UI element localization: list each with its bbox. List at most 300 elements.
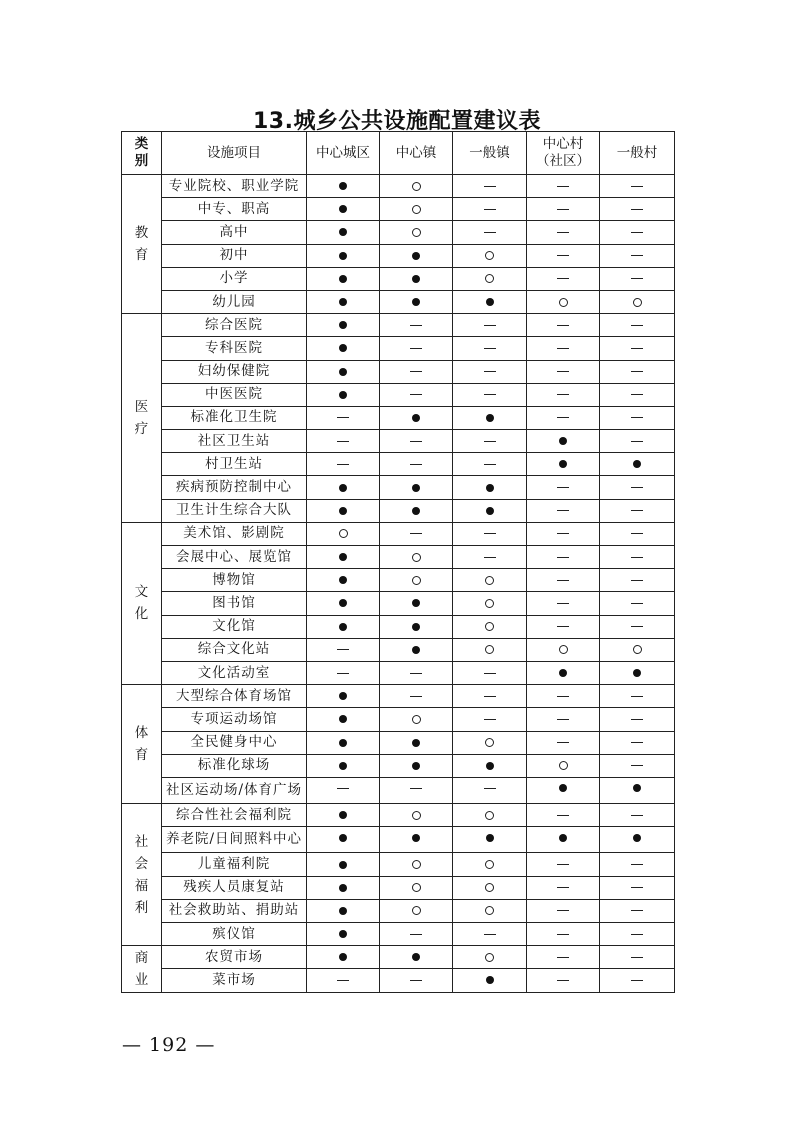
config-cell: [380, 337, 453, 360]
category-cell: [122, 946, 162, 992]
facility-item: 残疾人员康复站: [162, 876, 307, 899]
config-cell: [600, 946, 675, 969]
dash-icon: [631, 255, 643, 256]
hollow-circle-icon: [633, 298, 642, 307]
facility-item: 社会救助站、捐助站: [162, 899, 307, 922]
config-cell: [600, 754, 675, 777]
filled-circle-icon: [412, 414, 420, 422]
filled-circle-icon: [486, 298, 494, 306]
dash-icon: [557, 742, 569, 743]
config-cell: [527, 592, 600, 615]
filled-circle-icon: [339, 907, 347, 915]
filled-circle-icon: [412, 762, 420, 770]
config-cell: [453, 175, 527, 198]
config-cell: [453, 827, 527, 853]
table-row: [122, 969, 675, 992]
config-cell: [600, 198, 675, 221]
config-cell: [453, 383, 527, 406]
hollow-circle-icon: [412, 205, 421, 214]
config-cell: [307, 638, 380, 661]
config-cell: [453, 522, 527, 545]
config-cell: [307, 430, 380, 453]
filled-circle-icon: [339, 298, 347, 306]
config-cell: [307, 175, 380, 198]
hollow-circle-icon: [412, 182, 421, 191]
facility-item: 中专、职高: [162, 198, 307, 221]
config-cell: [453, 899, 527, 922]
table-row: [122, 267, 675, 290]
filled-circle-icon: [339, 182, 347, 190]
dash-icon: [410, 394, 422, 395]
page-number: — 192 —: [122, 1034, 216, 1056]
dash-icon: [557, 255, 569, 256]
config-cell: [600, 522, 675, 545]
config-cell: [453, 876, 527, 899]
hollow-circle-icon: [412, 883, 421, 892]
dash-icon: [631, 394, 643, 395]
dash-icon: [337, 788, 349, 789]
filled-circle-icon: [559, 834, 567, 842]
config-cell: [307, 290, 380, 313]
filled-circle-icon: [486, 507, 494, 515]
header-item: 设施项目: [162, 132, 307, 175]
config-cell: [453, 661, 527, 684]
filled-circle-icon: [339, 692, 347, 700]
config-cell: [307, 569, 380, 592]
facility-item: 专科医院: [162, 337, 307, 360]
category-cell: [122, 804, 162, 946]
header-category: [122, 132, 162, 175]
config-cell: [600, 708, 675, 731]
config-cell: [527, 969, 600, 992]
config-cell: [380, 383, 453, 406]
hollow-circle-icon: [485, 906, 494, 915]
table-row: [122, 661, 675, 684]
hollow-circle-icon: [485, 622, 494, 631]
config-cell: [307, 731, 380, 754]
config-cell: [600, 290, 675, 313]
filled-circle-icon: [339, 391, 347, 399]
dash-icon: [484, 209, 496, 210]
config-cell: [527, 175, 600, 198]
dash-icon: [631, 232, 643, 233]
config-cell: [453, 685, 527, 708]
dash-icon: [631, 371, 643, 372]
config-cell: [527, 360, 600, 383]
facility-item: 小学: [162, 267, 307, 290]
config-cell: [307, 804, 380, 827]
config-cell: [527, 198, 600, 221]
config-cell: [527, 290, 600, 313]
config-cell: [307, 969, 380, 992]
config-cell: [527, 615, 600, 638]
dash-icon: [337, 464, 349, 465]
facility-item: 初中: [162, 244, 307, 267]
dash-icon: [484, 788, 496, 789]
config-cell: [307, 876, 380, 899]
config-cell: [600, 221, 675, 244]
header-col-central-village: [527, 132, 600, 175]
facility-item: 农贸市场: [162, 946, 307, 969]
category-cell: [122, 175, 162, 314]
hollow-circle-icon: [339, 529, 348, 538]
filled-circle-icon: [412, 252, 420, 260]
filled-circle-icon: [339, 884, 347, 892]
config-cell: [380, 708, 453, 731]
page-title: 13.城乡公共设施配置建议表: [253, 109, 541, 134]
dash-icon: [557, 815, 569, 816]
dash-icon: [631, 557, 643, 558]
config-cell: [527, 267, 600, 290]
filled-circle-icon: [339, 553, 347, 561]
config-cell: [453, 969, 527, 992]
config-cell: [307, 453, 380, 476]
config-cell: [600, 615, 675, 638]
filled-circle-icon: [559, 669, 567, 677]
config-cell: [600, 383, 675, 406]
config-cell: [453, 946, 527, 969]
config-cell: [527, 708, 600, 731]
hollow-circle-icon: [412, 228, 421, 237]
dash-icon: [410, 325, 422, 326]
category-label: 商业: [134, 949, 149, 988]
facility-item: 社区运动场/体育广场: [162, 777, 307, 803]
table-row: [122, 546, 675, 569]
config-cell: [380, 406, 453, 429]
filled-circle-icon: [412, 484, 420, 492]
config-cell: [380, 754, 453, 777]
dash-icon: [484, 673, 496, 674]
dash-icon: [557, 510, 569, 511]
config-cell: [453, 290, 527, 313]
config-cell: [307, 522, 380, 545]
dash-icon: [557, 325, 569, 326]
dash-icon: [484, 371, 496, 372]
hollow-circle-icon: [485, 883, 494, 892]
table-row: [122, 175, 675, 198]
config-cell: [380, 198, 453, 221]
dash-icon: [484, 464, 496, 465]
table-row: [122, 827, 675, 853]
dash-icon: [557, 348, 569, 349]
filled-circle-icon: [412, 739, 420, 747]
dash-icon: [410, 934, 422, 935]
table-row: [122, 946, 675, 969]
config-cell: [600, 546, 675, 569]
config-cell: [453, 453, 527, 476]
table-row: [122, 476, 675, 499]
table-row: [122, 221, 675, 244]
dash-icon: [631, 815, 643, 816]
dash-icon: [631, 765, 643, 766]
facility-item: 卫生计生综合大队: [162, 499, 307, 522]
config-cell: [600, 453, 675, 476]
config-cell: [527, 876, 600, 899]
filled-circle-icon: [339, 715, 347, 723]
category-label: 医疗: [134, 398, 149, 437]
dash-icon: [631, 533, 643, 534]
dash-icon: [557, 186, 569, 187]
filled-circle-icon: [339, 321, 347, 329]
config-cell: [527, 685, 600, 708]
dash-icon: [337, 441, 349, 442]
header-col-center-city: 中心城区: [307, 132, 380, 175]
config-cell: [527, 804, 600, 827]
hollow-circle-icon: [485, 860, 494, 869]
dash-icon: [557, 603, 569, 604]
table-row: [122, 615, 675, 638]
facility-item: 专项运动场馆: [162, 708, 307, 731]
dash-icon: [484, 934, 496, 935]
dash-icon: [631, 626, 643, 627]
config-cell: [380, 804, 453, 827]
dash-icon: [410, 696, 422, 697]
config-cell: [453, 592, 527, 615]
config-cell: [453, 476, 527, 499]
config-cell: [527, 499, 600, 522]
dash-icon: [484, 719, 496, 720]
dash-icon: [410, 533, 422, 534]
facility-item: 综合医院: [162, 314, 307, 337]
header-category-label: 类别: [134, 136, 149, 169]
facility-item: 村卫生站: [162, 453, 307, 476]
dash-icon: [484, 348, 496, 349]
config-cell: [600, 853, 675, 876]
config-cell: [307, 314, 380, 337]
config-cell: [600, 314, 675, 337]
table-row: [122, 708, 675, 731]
filled-circle-icon: [633, 834, 641, 842]
dash-icon: [557, 980, 569, 981]
config-cell: [380, 499, 453, 522]
config-cell: [453, 198, 527, 221]
config-cell: [453, 337, 527, 360]
config-cell: [600, 827, 675, 853]
config-cell: [307, 546, 380, 569]
facility-item: 高中: [162, 221, 307, 244]
facility-item: 博物馆: [162, 569, 307, 592]
table-row: [122, 638, 675, 661]
hollow-circle-icon: [633, 645, 642, 654]
config-cell: [453, 360, 527, 383]
config-cell: [453, 638, 527, 661]
category-label: 文化: [134, 584, 149, 623]
dash-icon: [484, 533, 496, 534]
filled-circle-icon: [412, 599, 420, 607]
dash-icon: [631, 864, 643, 865]
dash-icon: [337, 417, 349, 418]
dash-icon: [557, 887, 569, 888]
config-cell: [453, 708, 527, 731]
config-cell: [527, 923, 600, 946]
filled-circle-icon: [339, 762, 347, 770]
facility-item: 图书馆: [162, 592, 307, 615]
hollow-circle-icon: [559, 645, 568, 654]
config-cell: [380, 267, 453, 290]
config-cell: [600, 876, 675, 899]
header-col-central-village-line: 中心村: [542, 136, 584, 152]
table-row: [122, 244, 675, 267]
dash-icon: [410, 673, 422, 674]
header-col-general-town: 一般镇: [453, 132, 527, 175]
facility-item: 社区卫生站: [162, 430, 307, 453]
filled-circle-icon: [339, 811, 347, 819]
config-cell: [453, 314, 527, 337]
header-col-general-village: 一般村: [600, 132, 675, 175]
table-row: [122, 876, 675, 899]
filled-circle-icon: [486, 414, 494, 422]
config-cell: [307, 337, 380, 360]
config-cell: [453, 754, 527, 777]
config-cell: [600, 661, 675, 684]
filled-circle-icon: [339, 507, 347, 515]
config-cell: [380, 290, 453, 313]
config-cell: [307, 777, 380, 803]
facility-item: 中医医院: [162, 383, 307, 406]
facility-item: 妇幼保健院: [162, 360, 307, 383]
config-cell: [600, 777, 675, 803]
config-cell: [453, 731, 527, 754]
config-cell: [307, 267, 380, 290]
config-cell: [307, 661, 380, 684]
config-cell: [453, 923, 527, 946]
dash-icon: [484, 325, 496, 326]
config-cell: [453, 569, 527, 592]
config-cell: [453, 546, 527, 569]
dash-icon: [337, 649, 349, 650]
config-cell: [600, 923, 675, 946]
category-cell: [122, 314, 162, 523]
hollow-circle-icon: [559, 761, 568, 770]
config-cell: [380, 969, 453, 992]
filled-circle-icon: [412, 298, 420, 306]
config-cell: [527, 569, 600, 592]
dash-icon: [631, 417, 643, 418]
config-cell: [527, 244, 600, 267]
hollow-circle-icon: [412, 553, 421, 562]
filled-circle-icon: [339, 623, 347, 631]
filled-circle-icon: [339, 599, 347, 607]
table-row: [122, 406, 675, 429]
dash-icon: [631, 580, 643, 581]
config-cell: [600, 569, 675, 592]
config-cell: [380, 175, 453, 198]
dash-icon: [410, 788, 422, 789]
filled-circle-icon: [412, 623, 420, 631]
dash-icon: [631, 603, 643, 604]
dash-icon: [557, 371, 569, 372]
dash-icon: [631, 957, 643, 958]
config-cell: [600, 638, 675, 661]
filled-circle-icon: [412, 275, 420, 283]
config-cell: [307, 754, 380, 777]
filled-circle-icon: [486, 762, 494, 770]
config-cell: [600, 244, 675, 267]
facility-item: 综合性社会福利院: [162, 804, 307, 827]
config-cell: [307, 406, 380, 429]
hollow-circle-icon: [412, 906, 421, 915]
config-cell: [527, 899, 600, 922]
config-cell: [600, 406, 675, 429]
config-cell: [380, 569, 453, 592]
config-cell: [527, 827, 600, 853]
hollow-circle-icon: [485, 599, 494, 608]
filled-circle-icon: [412, 507, 420, 515]
facility-item: 全民健身中心: [162, 731, 307, 754]
dash-icon: [557, 232, 569, 233]
facility-item: 综合文化站: [162, 638, 307, 661]
config-cell: [527, 853, 600, 876]
dash-icon: [631, 186, 643, 187]
filled-circle-icon: [339, 739, 347, 747]
filled-circle-icon: [339, 252, 347, 260]
dash-icon: [410, 441, 422, 442]
config-cell: [380, 522, 453, 545]
dash-icon: [557, 417, 569, 418]
config-cell: [600, 592, 675, 615]
table-row: [122, 804, 675, 827]
config-cell: [600, 337, 675, 360]
config-cell: [527, 522, 600, 545]
dash-icon: [631, 348, 643, 349]
config-cell: [307, 899, 380, 922]
config-cell: [600, 899, 675, 922]
table-row: [122, 522, 675, 545]
config-cell: [453, 499, 527, 522]
config-cell: [527, 453, 600, 476]
dash-icon: [631, 278, 643, 279]
config-cell: [307, 615, 380, 638]
table-row: [122, 899, 675, 922]
filled-circle-icon: [339, 861, 347, 869]
config-cell: [307, 499, 380, 522]
config-cell: [380, 615, 453, 638]
filled-circle-icon: [339, 228, 347, 236]
dash-icon: [557, 910, 569, 911]
table-row: [122, 430, 675, 453]
config-cell: [453, 430, 527, 453]
config-cell: [527, 731, 600, 754]
filled-circle-icon: [339, 834, 347, 842]
header-row: [122, 132, 675, 175]
config-cell: [527, 221, 600, 244]
hollow-circle-icon: [485, 811, 494, 820]
config-cell: [307, 221, 380, 244]
facility-item: 儿童福利院: [162, 853, 307, 876]
hollow-circle-icon: [485, 953, 494, 962]
filled-circle-icon: [339, 368, 347, 376]
config-cell: [600, 731, 675, 754]
config-cell: [527, 430, 600, 453]
facility-item: 专业院校、职业学院: [162, 175, 307, 198]
filled-circle-icon: [486, 834, 494, 842]
config-cell: [307, 853, 380, 876]
config-cell: [307, 383, 380, 406]
hollow-circle-icon: [485, 251, 494, 260]
dash-icon: [557, 394, 569, 395]
facility-item: 殡仪馆: [162, 923, 307, 946]
config-cell: [380, 638, 453, 661]
filled-circle-icon: [339, 484, 347, 492]
filled-circle-icon: [559, 437, 567, 445]
config-cell: [380, 314, 453, 337]
facility-item: 幼儿园: [162, 290, 307, 313]
config-cell: [453, 804, 527, 827]
config-cell: [380, 661, 453, 684]
config-cell: [380, 853, 453, 876]
dash-icon: [557, 934, 569, 935]
config-cell: [600, 267, 675, 290]
